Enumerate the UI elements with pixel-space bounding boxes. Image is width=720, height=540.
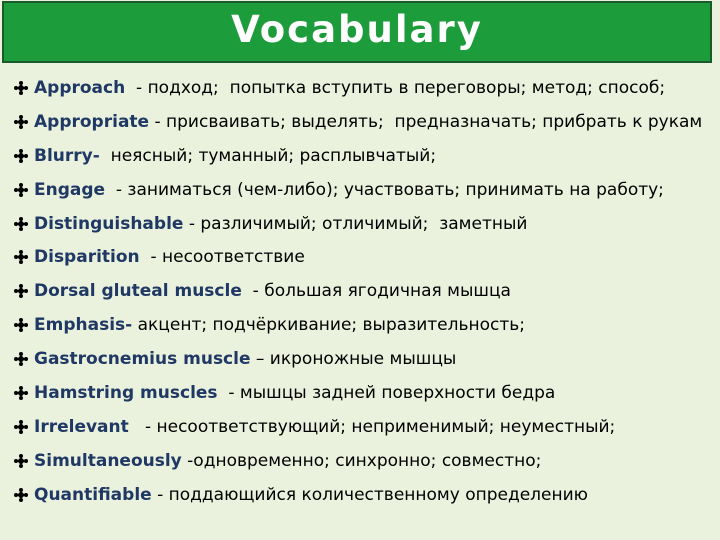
list-item (14, 77, 714, 99)
vocab-entry (34, 280, 714, 302)
vocab-definition: - заниматься (чем-либо); участвовать; принимать на работу; (105, 179, 664, 200)
list-item (14, 416, 714, 438)
diamond-bullet-icon (14, 111, 34, 133)
vocab-term: Approach (34, 78, 126, 98)
vocab-entry (34, 314, 714, 336)
vocab-definition: - мышцы задней поверхности бедра (217, 383, 556, 404)
list-item (14, 213, 714, 235)
vocab-definition: - несоответствующий; неприменимый; неуместный; (128, 416, 616, 437)
vocab-term: Gastrocnemius muscle (34, 349, 251, 370)
vocab-entry (34, 179, 714, 201)
list-item (14, 450, 714, 472)
list-item (14, 179, 714, 201)
title-bar (2, 1, 712, 63)
list-item (14, 111, 714, 133)
vocab-definition: - несоответствие (139, 247, 305, 268)
diamond-bullet-icon (14, 450, 34, 472)
vocab-definition: акцент; подчёркивание; выразительность; (132, 315, 526, 336)
vocab-term: Hamstring muscles (34, 383, 218, 404)
diamond-bullet-icon (14, 280, 34, 302)
vocab-term: Quantifiable (34, 484, 152, 505)
vocab-definition: - присваивать; выделять; предназначать; прибрать к рукам (149, 111, 703, 132)
diamond-bullet-icon (14, 246, 34, 268)
diamond-bullet-icon (14, 382, 34, 404)
vocab-term: Appropriate (34, 111, 150, 132)
vocab-entry (34, 382, 714, 404)
diamond-bullet-icon (14, 213, 34, 235)
diamond-bullet-icon (14, 348, 34, 370)
vocab-definition: -одновременно; синхронно; совместно; (181, 450, 542, 471)
vocab-entry (34, 77, 714, 99)
diamond-bullet-icon (14, 77, 34, 99)
vocab-entry (34, 246, 714, 268)
vocab-term: Emphasis- (34, 315, 133, 336)
vocab-definition: неясный; туманный; расплывчатый; (99, 145, 437, 166)
diamond-bullet-icon (14, 145, 34, 167)
vocab-entry (34, 348, 714, 370)
vocab-term: Disparition (34, 247, 140, 268)
list-item (14, 484, 714, 506)
vocab-term: Simultaneously (34, 450, 182, 471)
vocab-term: Dorsal gluteal muscle (34, 281, 242, 302)
list-item (14, 280, 714, 302)
vocab-term: Blurry- (34, 145, 100, 166)
vocab-definition: – икроножные мышцы (250, 349, 457, 370)
vocab-term: Irrelevant (34, 416, 129, 437)
list-item (14, 382, 714, 404)
vocab-term: Distinguishable (34, 213, 184, 234)
vocab-entry (34, 213, 714, 235)
diamond-bullet-icon (14, 484, 34, 506)
vocab-entry (34, 416, 714, 438)
diamond-bullet-icon (14, 179, 34, 201)
vocab-term: Engage (34, 179, 106, 200)
page-title: Vocabulary (231, 7, 483, 51)
vocab-definition: - подход; попытка вступить в переговоры; метод; способ; (125, 78, 666, 98)
vocab-entry (34, 145, 714, 167)
vocab-entry (34, 111, 714, 133)
vocab-entry (34, 484, 714, 506)
diamond-bullet-icon (14, 416, 34, 438)
list-item (14, 145, 714, 167)
list-item (14, 314, 714, 336)
vocab-definition: - поддающийся количественному определению (151, 484, 588, 505)
vocab-definition: - большая ягодичная мышца (241, 281, 511, 302)
vocab-definition: - различимый; отличимый; заметный (183, 213, 528, 234)
list-item (14, 246, 714, 268)
vocab-entry (34, 450, 714, 472)
vocabulary-list (14, 77, 714, 518)
diamond-bullet-icon (14, 314, 34, 336)
list-item (14, 348, 714, 370)
